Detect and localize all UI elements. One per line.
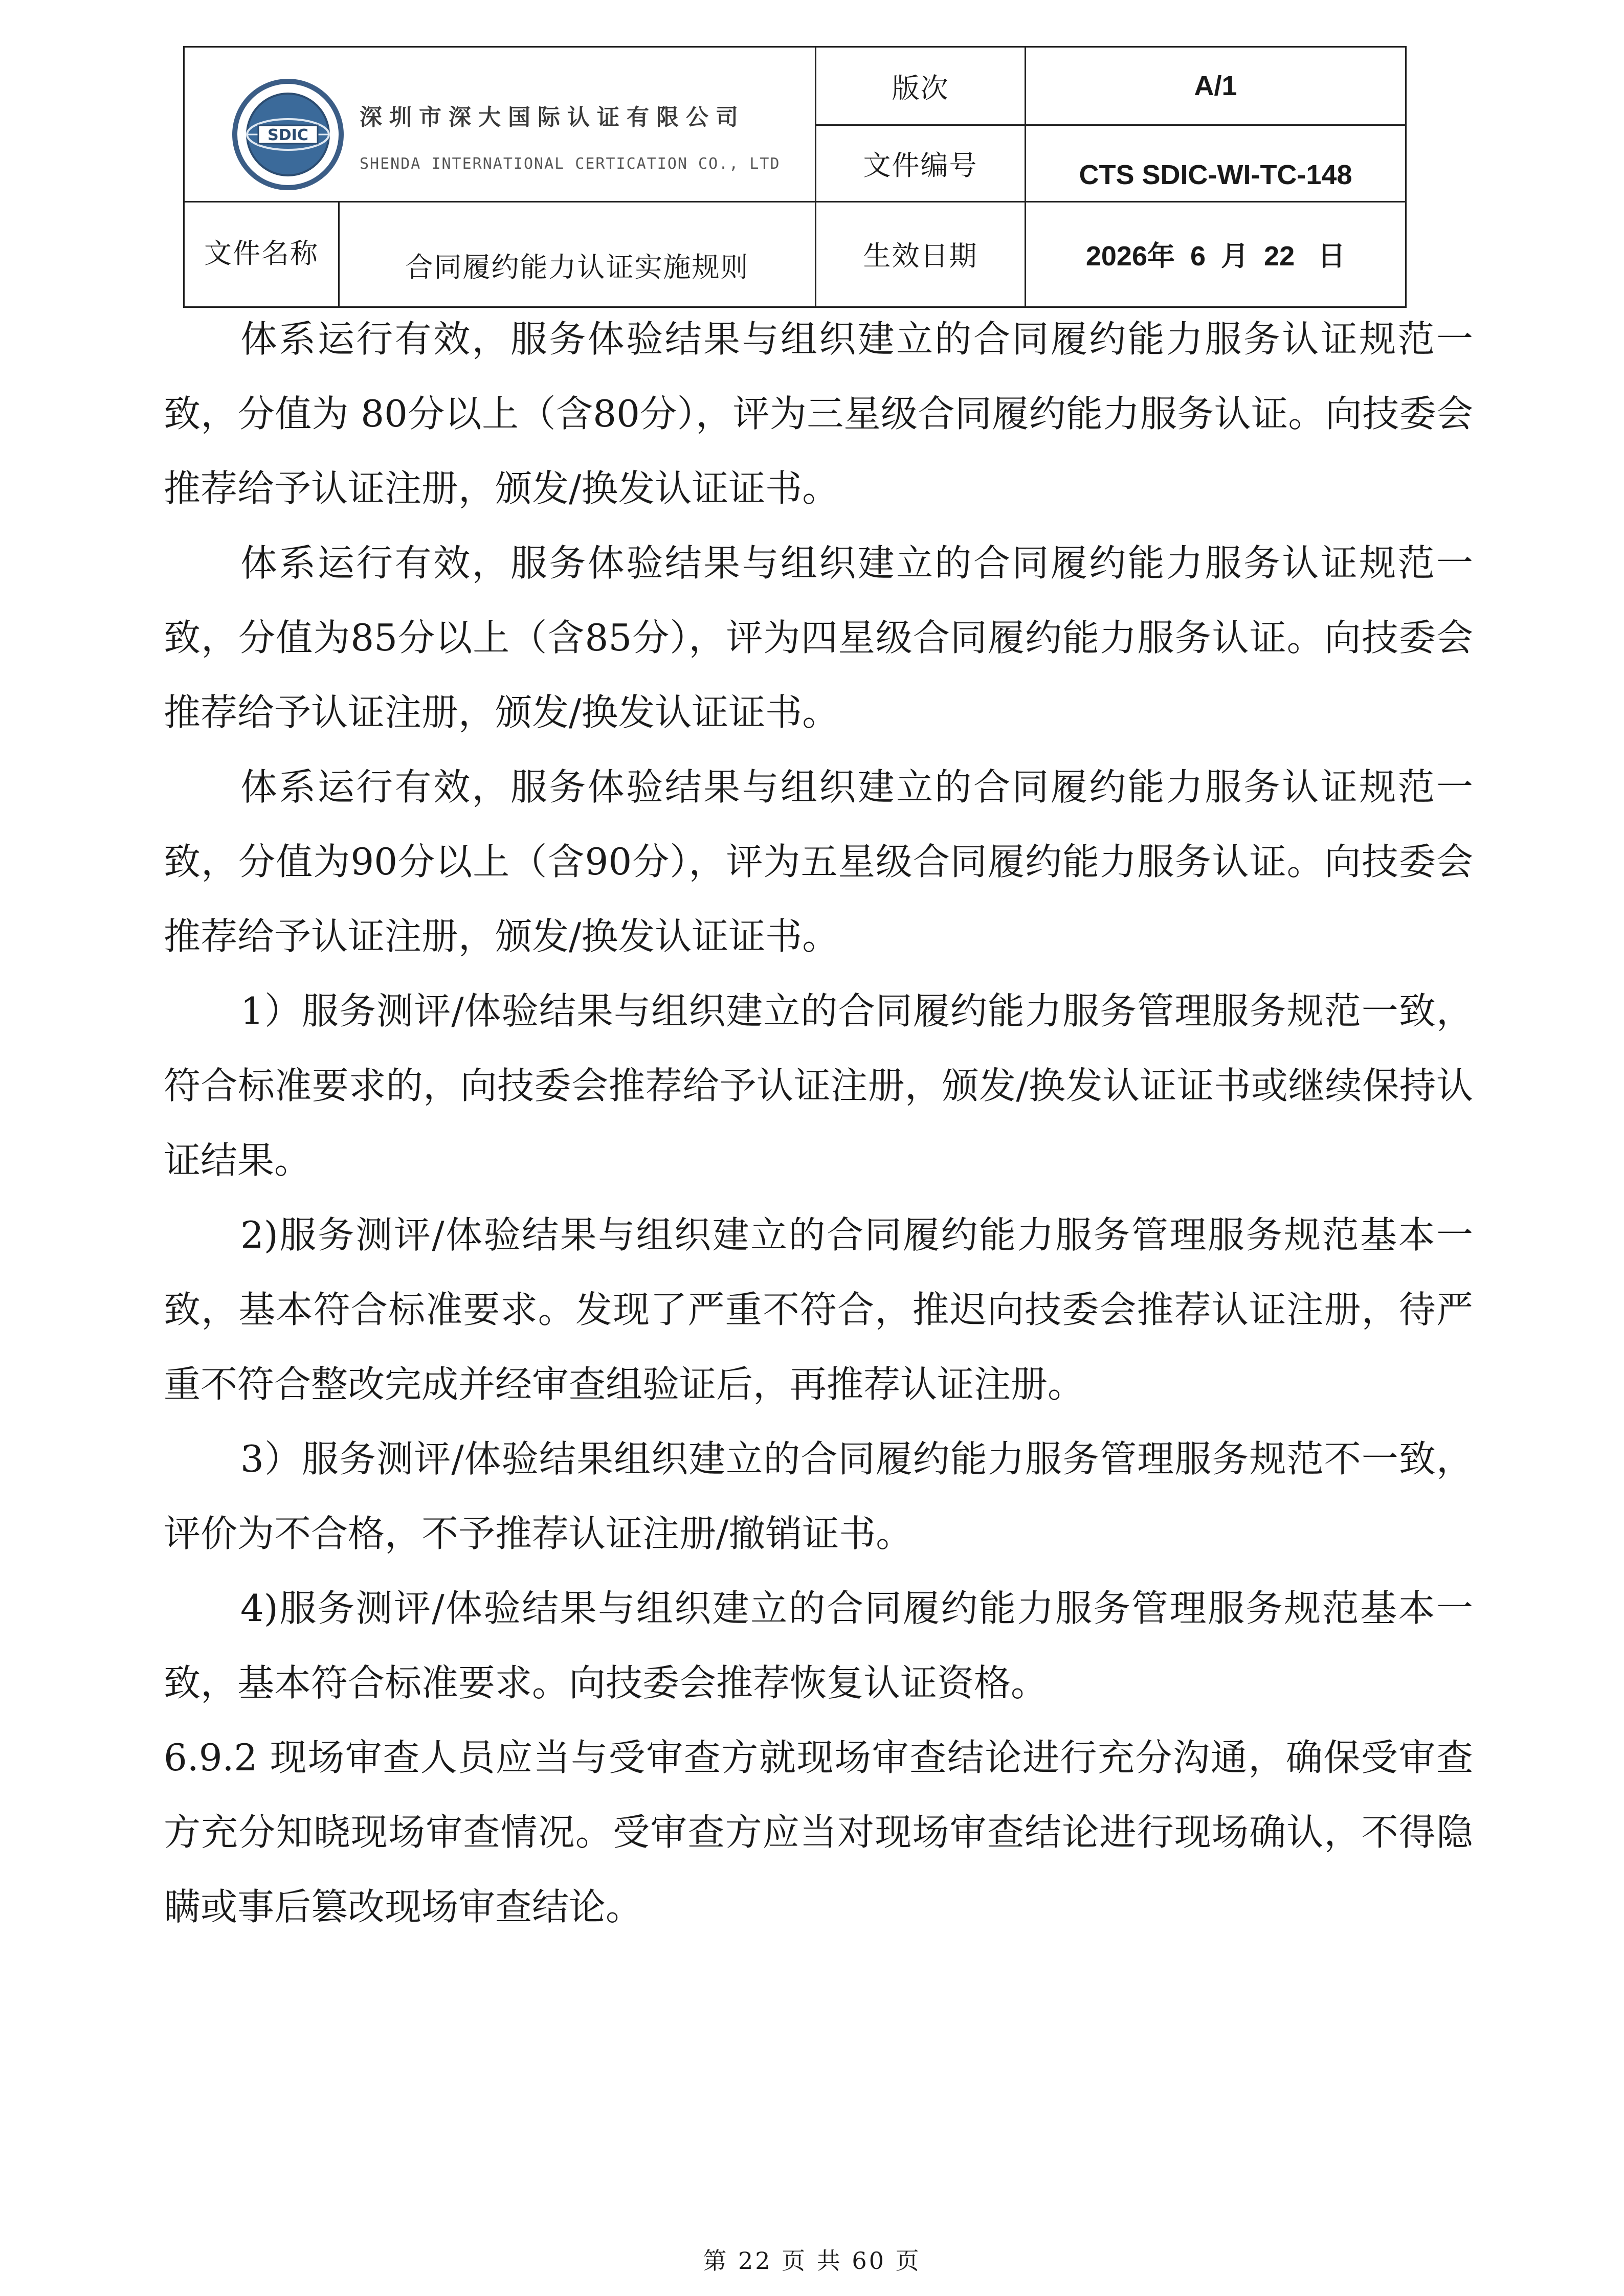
list-item-3: 3）服务测评/体验结果组织建立的合同履约能力服务管理服务规范不一致，评价为不合格，不予推荐认证注册/撤销证书。: [164, 1437, 1473, 1555]
company-name-en: SHENDA INTERNATIONAL CERTICATION CO., LTD: [360, 155, 781, 173]
company-name-cn: 深圳市深大国际认证有限公司: [360, 104, 745, 130]
company-seal-icon: [232, 78, 344, 191]
svg-text:SDIC: SDIC: [268, 126, 308, 144]
doc-number-value: CTS SDIC-WI-TC-148: [1079, 159, 1352, 190]
effective-date-value: 2026年 6 月 22 日: [1085, 240, 1346, 272]
effective-date-label: 生效日期: [863, 239, 978, 272]
version-value: A/1: [1194, 71, 1237, 101]
paragraph-three-star: 体系运行有效，服务体验结果与组织建立的合同履约能力服务认证规范一致，分值为 80分以上（含80分），评为三星级合同履约能力服务认证。向技委会推荐给予认证注册，颁发/换发认证证书。: [164, 318, 1473, 510]
clause-6-9-2: 6.9.2 现场审查人员应当与受审查方就现场审查结论进行充分沟通，确保受审查方充分知晓现场审查情况。受审查方应当对现场审查结论进行现场确认，不得隐瞒或事后篡改现场审查结论。: [164, 1736, 1473, 1928]
page-number: 第 22 页 共 60 页: [703, 2247, 921, 2275]
list-item-1: 1）服务测评/体验结果与组织建立的合同履约能力服务管理服务规范一致，符合标准要求的，向技委会推荐给予认证注册，颁发/换发认证证书或继续保持认证结果。: [164, 989, 1473, 1182]
doc-name-label: 文件名称: [204, 237, 319, 269]
doc-number-label: 文件编号: [863, 149, 978, 182]
document-header-table: [183, 46, 1407, 308]
list-item-2: 2)服务测评/体验结果与组织建立的合同履约能力服务管理服务规范基本一致，基本符合标准要求。发现了严重不符合，推迟向技委会推荐认证注册，待严重不符合整改完成并经审查组验证后，再推荐认证注册。: [164, 1213, 1473, 1406]
paragraph-five-star: 体系运行有效，服务体验结果与组织建立的合同履约能力服务认证规范一致，分值为90分以上（含90分），评为五星级合同履约能力服务认证。向技委会推荐给予认证注册，颁发/换发认证证书。: [164, 766, 1473, 958]
paragraph-four-star: 体系运行有效，服务体验结果与组织建立的合同履约能力服务认证规范一致，分值为85分以上（含85分），评为四星级合同履约能力服务认证。向技委会推荐给予认证注册，颁发/换发认证证书。: [164, 542, 1473, 734]
doc-name-value: 合同履约能力认证实施规则: [405, 251, 749, 283]
list-item-4: 4)服务测评/体验结果与组织建立的合同履约能力服务管理服务规范基本一致，基本符合标准要求。向技委会推荐恢复认证资格。: [164, 1587, 1473, 1704]
document-body: [164, 302, 1473, 1944]
version-label: 版次: [892, 72, 949, 104]
